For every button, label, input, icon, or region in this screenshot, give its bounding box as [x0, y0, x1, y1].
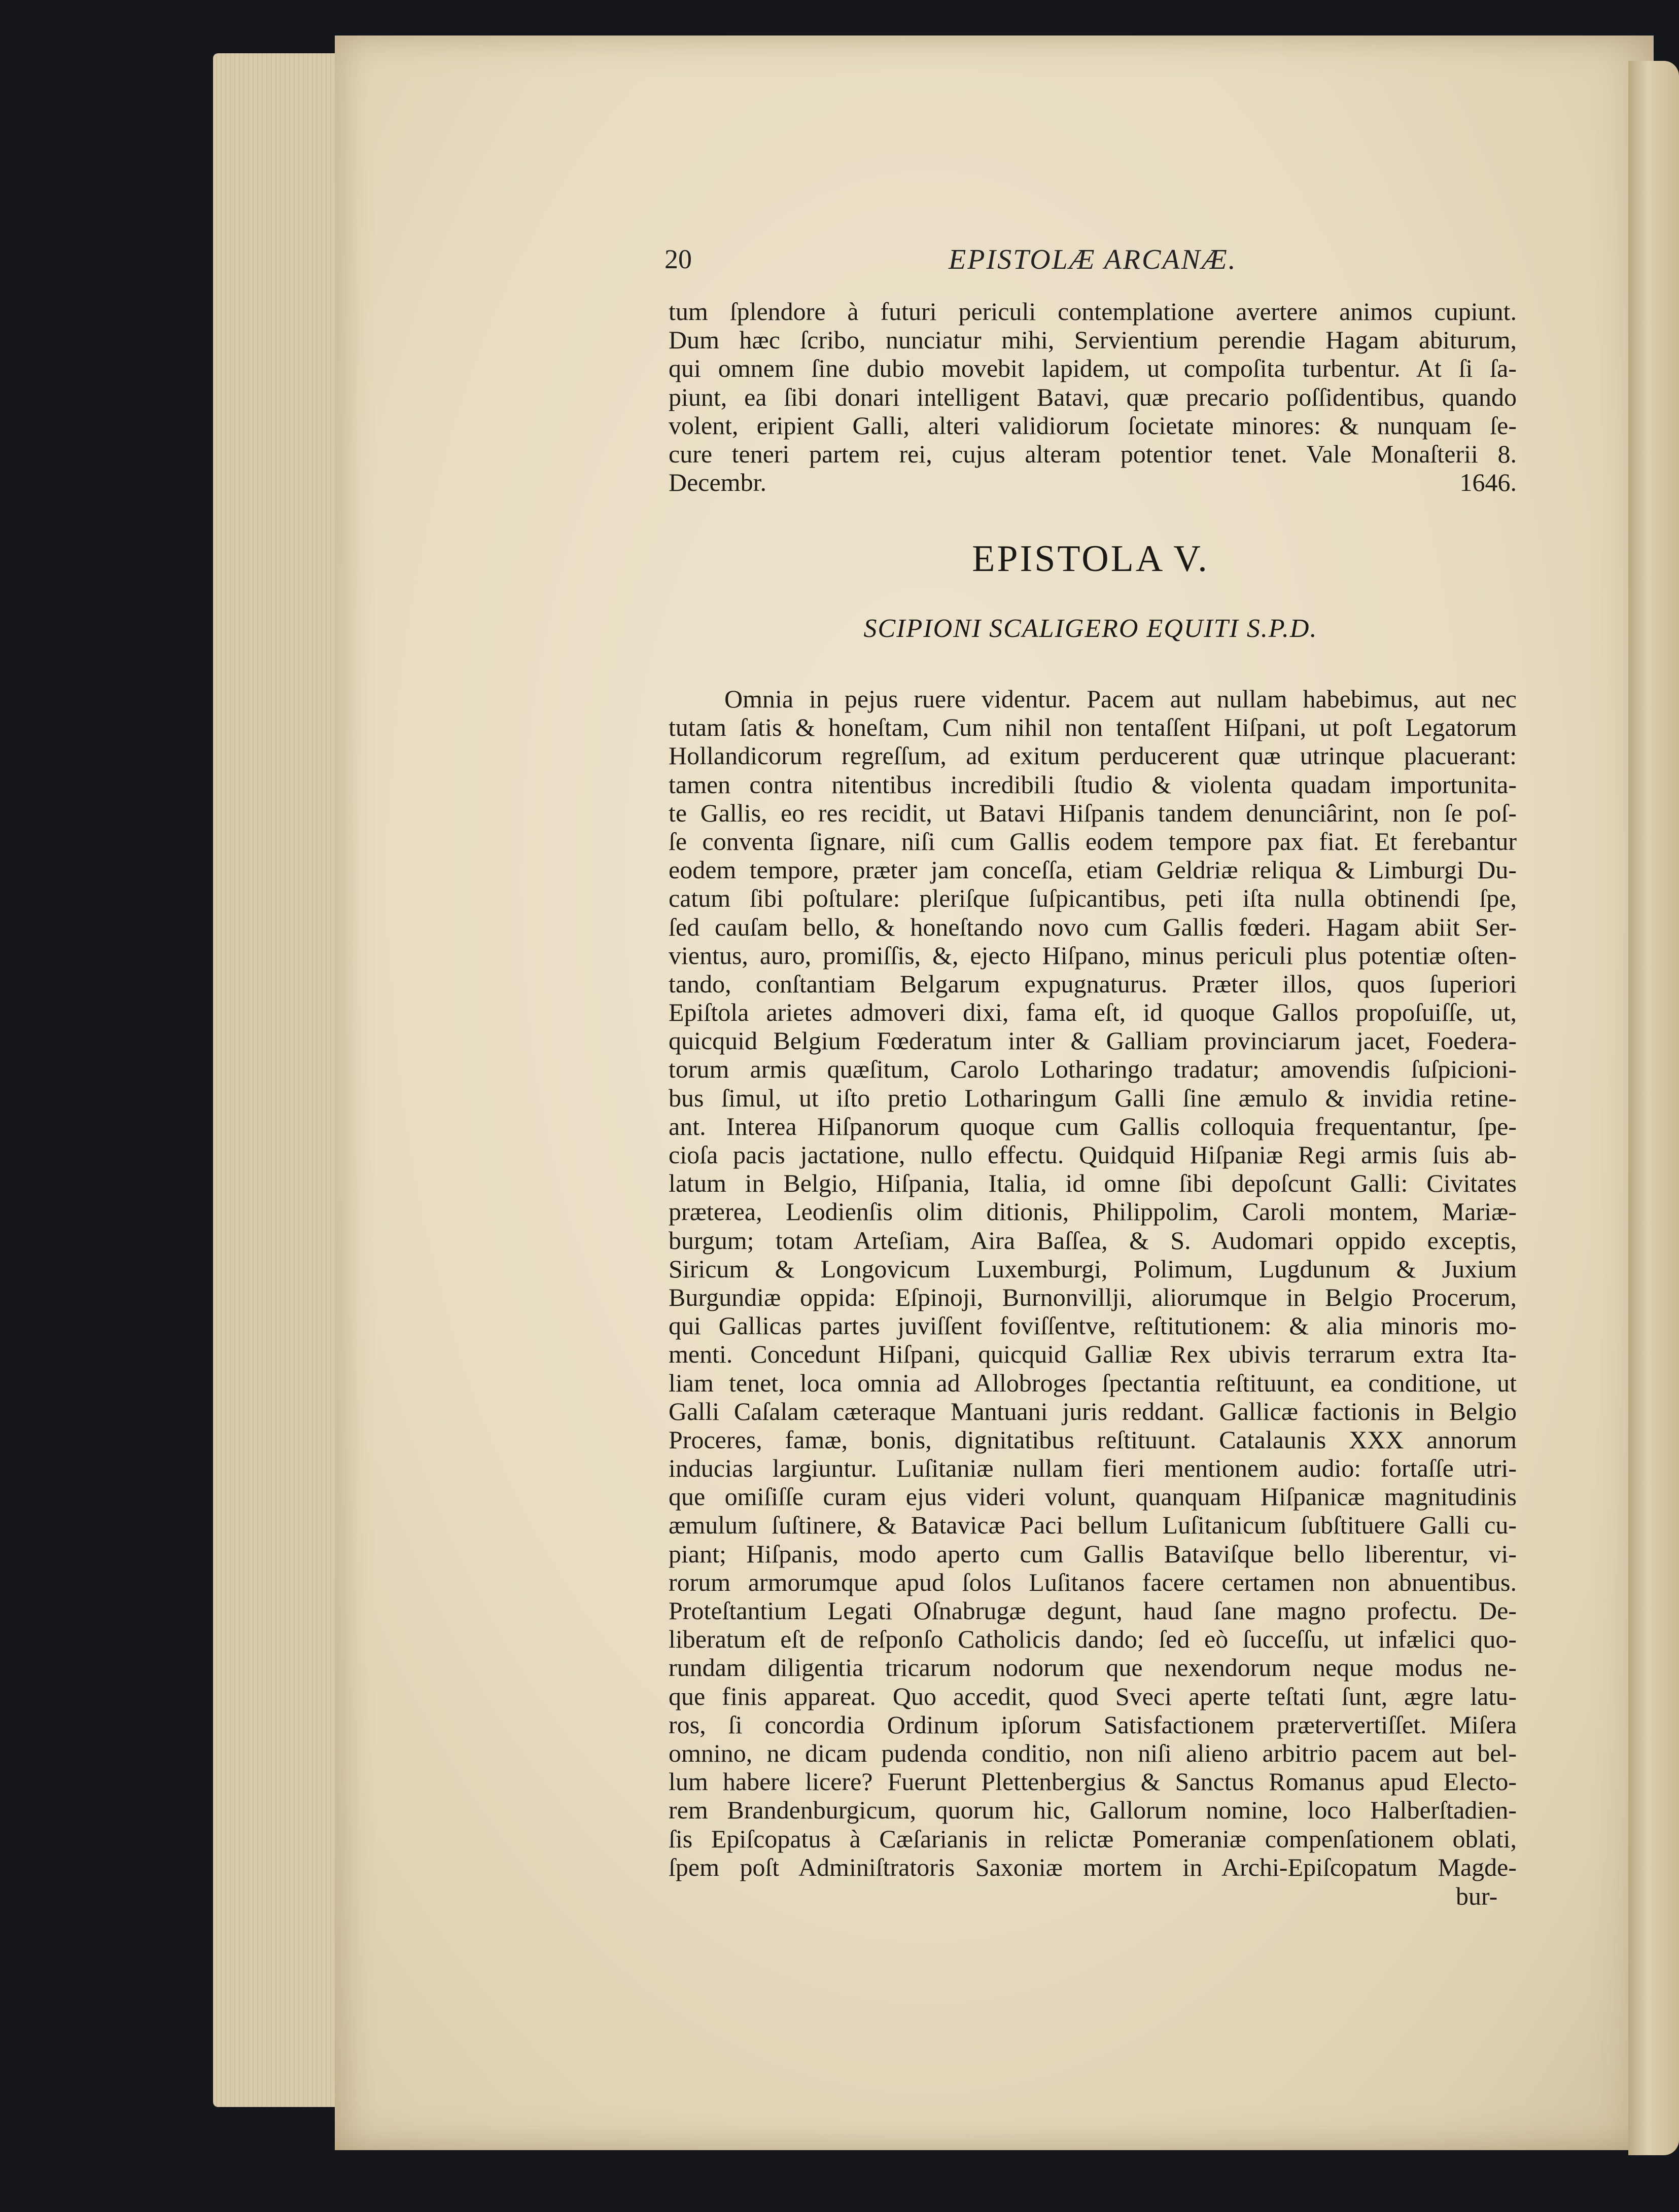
text-line: te Gallis, eo res recidit, ut Batavi Hiſpanis tandem denunciârint, non ſe poſ-	[669, 798, 1517, 827]
book-page-edges	[213, 53, 340, 2107]
text-line: latum in Belgio, Hiſpania, Italia, id omne ſibi depoſcunt Galli: Civitates	[669, 1169, 1517, 1198]
text-line: Galli Caſalam cæteraque Mantuani juris reddant. Gallicæ factionis in Belgio	[669, 1397, 1517, 1425]
text-line: menti. Concedunt Hiſpani, quicquid Galliæ Rex ubivis terrarum extra Ita-	[669, 1340, 1517, 1369]
text-line: quicquid Belgium Fœderatum inter & Galliam provinciarum jacet, Foedera-	[669, 1026, 1517, 1055]
text-line: Epiſtola arietes admoveri dixi, fama eſt, id quoque Gallos propoſuiſſe, ut,	[669, 998, 1517, 1027]
letter-v-body-text	[669, 685, 1517, 1881]
text-line: ſe conventa ſignare, niſi cum Gallis eodem tempore pax fiat. Et ferebantur	[669, 827, 1517, 855]
text-line: liam tenet, loca omnia ad Allobroges ſpectantia reſtituunt, ea conditione, ut	[669, 1368, 1517, 1397]
text-line: cioſa pacis jactatione, nullo effectu. Quidquid Hiſpaniæ Regi armis ſuis ab-	[669, 1140, 1517, 1169]
text-line: æmulum ſuſtinere, & Batavicæ Paci bellum Luſitanicum ſubſtituere Galli cu-	[669, 1511, 1517, 1540]
text-line: catum ſibi poſtulare: pleriſque ſuſpicantibus, peti iſta nulla obtinendi ſpe,	[669, 884, 1517, 913]
text-line: lum habere licere? Fuerunt Plettenbergius & Sanctus Romanus apud Electo-	[669, 1767, 1517, 1796]
text-line: Dum hæc ſcribo, nunciatur mihi, Servientium perendie Hagam abiturum,	[669, 326, 1517, 354]
text-line: bus ſimul, ut iſto pretio Lotharingum Galli ſine æmulo & invidia retine-	[669, 1083, 1517, 1112]
text-line: piant; Hiſpanis, modo aperto cum Gallis Bataviſque bello liberentur, vi-	[669, 1539, 1517, 1568]
epistola-heading: EPISTOLA V.	[972, 538, 1209, 580]
text-line: que finis appareat. Quo accedit, quod Sveci aperte teſtati ſunt, ægre latu-	[669, 1682, 1517, 1710]
text-line: vientus, auro, promiſſis, &, ejecto Hiſpano, minus periculi plus potentiæ oſten-	[669, 941, 1517, 970]
catchword: bur-	[1456, 1882, 1498, 1910]
address-line: SCIPIONI SCALIGERO EQUITI S.P.D.	[863, 614, 1318, 643]
text-line: rundam diligentia tricarum nodorum que nexendorum neque modus ne-	[669, 1653, 1517, 1682]
text-line: tamen contra nitentibus incredibili ſtudio & violenta quadam importunita-	[669, 770, 1517, 799]
text-line: Decembr. 1646.	[669, 468, 1517, 497]
text-line: ſpem poſt Adminiſtratoris Saxoniæ mortem in Archi-Epiſcopatum Magde-	[669, 1852, 1517, 1881]
text-line: cure teneri partem rei, cujus alteram potentior tenet. Vale Monaſterii 8.	[669, 439, 1517, 468]
text-line: que omiſiſſe curam ejus videri volunt, quanquam Hiſpanicæ magnitudinis	[669, 1482, 1517, 1511]
text-line: inducias largiuntur. Luſitaniæ nullam fieri mentionem audio: fortaſſe utri-	[669, 1454, 1517, 1483]
text-line: tando, conſtantiam Belgarum expugnaturus. Præter illos, quos ſuperiori	[669, 969, 1517, 998]
text-line: tum ſplendore à futuri periculi contemplatione avertere animos cupiunt.	[669, 297, 1517, 326]
text-line: Proteſtantium Legati Oſnabrugæ degunt, haud ſane magno profectu. De-	[669, 1596, 1517, 1625]
text-line: qui omnem ſine dubio movebit lapidem, ut compoſita turbentur. At ſi ſa-	[669, 354, 1517, 383]
text-line: ſed cauſam bello, & honeſtando novo cum Gallis fœderi. Hagam abiit Ser-	[669, 912, 1517, 941]
text-line: rem Brandenburgicum, quorum hic, Gallorum nomine, loco Halberſtadien-	[669, 1796, 1517, 1825]
text-line: omnino, ne dicam pudenda conditio, non niſi alieno arbitrio pacem aut bel-	[669, 1738, 1517, 1767]
text-line: Omnia in pejus ruere videntur. Pacem aut nullam habebimus, aut nec	[724, 685, 1517, 713]
text-line: Proceres, famæ, bonis, dignitatibus reſtituunt. Catalaunis XXX annorum	[669, 1425, 1517, 1454]
text-line: Siricum & Longovicum Luxemburgi, Polimum, Lugdunum & Juxium	[669, 1254, 1517, 1283]
text-line: tutam ſatis & honeſtam, Cum nihil non tentaſſent Hiſpani, ut poſt Legatorum	[669, 713, 1517, 742]
text-line: burgum; totam Arteſiam, Aira Baſſea, & S. Audomari oppido exceptis,	[669, 1226, 1517, 1255]
text-line: eodem tempore, præter jam conceſſa, etiam Geldriæ reliqua & Limburgi Du-	[669, 855, 1517, 884]
text-line: præterea, Leodienſis olim ditionis, Philippolim, Caroli montem, Mariæ-	[669, 1197, 1517, 1226]
text-line: rorum armorumque apud ſolos Luſitanos facere certamen non abnuentibus.	[669, 1567, 1517, 1596]
page-number: 20	[664, 244, 692, 274]
running-title: EPISTOLÆ ARCANÆ.	[949, 244, 1237, 275]
text-line: torum armis quæſitum, Carolo Lotharingo tradatur; amovendis ſuſpicioni-	[669, 1055, 1517, 1084]
text-line: liberatum eſt de reſponſo Catholicis dando; ſed eò ſucceſſu, ut infælici quo-	[669, 1625, 1517, 1654]
text-line: ros, ſi concordia Ordinum ipſorum Satisfactionem prætervertiſſet. Miſera	[669, 1710, 1517, 1739]
letter-iv-closing-text	[669, 297, 1517, 496]
text-line: qui Gallicas partes juviſſent foviſſentve, reſtitutionem: & alia minoris mo-	[669, 1311, 1517, 1340]
text-line: volent, eripient Galli, alteri validiorum ſocietate minores: & nunquam ſe-	[669, 411, 1517, 440]
text-line: Burgundiæ oppida: Eſpinoji, Burnonvillji, aliorumque in Belgio Procerum,	[669, 1282, 1517, 1311]
page-header	[664, 238, 1517, 284]
text-line: ſis Epiſcopatus à Cæſarianis in relictæ Pomeraniæ compenſationem oblati,	[669, 1824, 1517, 1853]
text-line: Hollandicorum regreſſum, ad exitum perducerent quæ utrinque placuerant:	[669, 741, 1517, 770]
text-line: piunt, ea ſibi donari intelligent Batavi, quæ precario poſſidentibus, quando	[669, 382, 1517, 411]
text-line: ant. Interea Hiſpanorum quoque cum Gallis colloquia frequentantur, ſpe-	[669, 1112, 1517, 1140]
